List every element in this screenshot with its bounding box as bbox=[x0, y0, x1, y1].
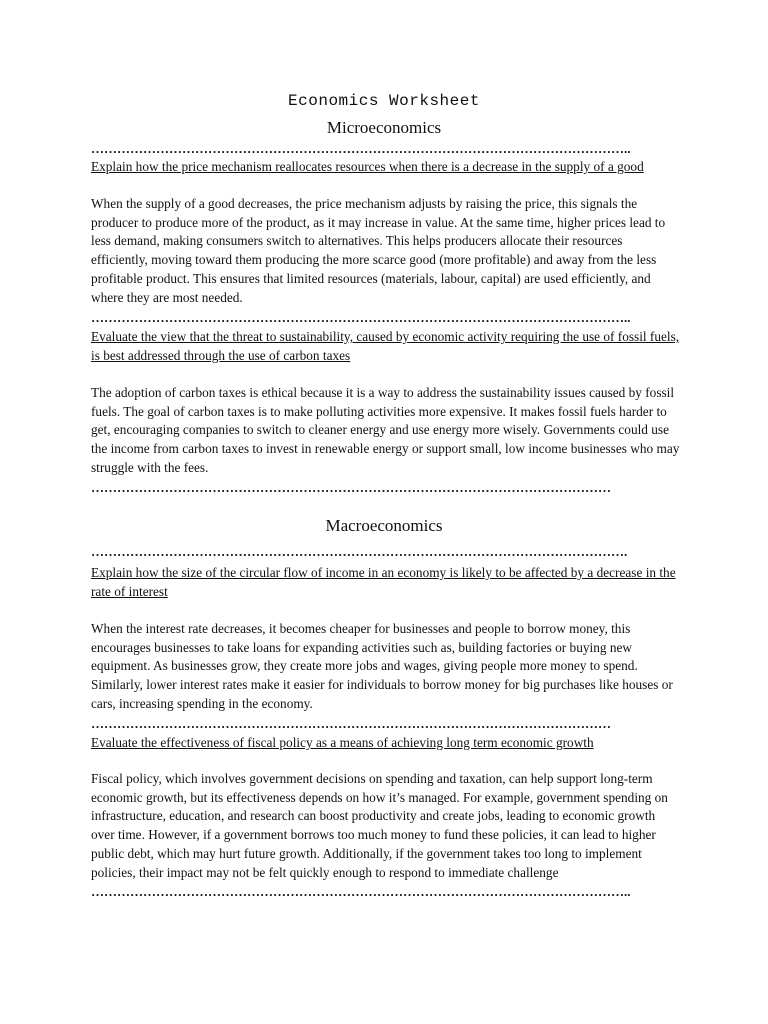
dotted-separator: ………………………………………………………………………………………………………… bbox=[91, 717, 611, 730]
micro-question-2: Evaluate the view that the threat to sustainability, caused by economic activity requiring the use of fossil fuels, is best addressed through the use of carbon taxes bbox=[91, 329, 680, 363]
microeconomics-heading: Microeconomics bbox=[326, 118, 442, 137]
dotted-separator: ……………………………………………………………………………………………………………. bbox=[91, 545, 628, 558]
dotted-separator: …………………………………………………………………………………………………………….. bbox=[91, 885, 631, 898]
macro-answer-2: Fiscal policy, which involves government decisions on spending and taxation, can help support long-term economic growth, but its effectiveness depends on how it’s managed. For example, government spending on infrastructure, education, and research can boost productivity and create jobs, leading to economic growth over time. However, if a government borrows too much money to fund these policies, it can lead to higher public debt, which may hurt future growth. Additionally, if the government takes too long to implement policies, their impact may not be felt quickly enough to respond to immediate challenge bbox=[91, 771, 668, 880]
macroeconomics-heading: Macroeconomics bbox=[325, 516, 443, 535]
micro-question-1: Explain how the price mechanism reallocates resources when there is a decrease in the supply of a good bbox=[91, 159, 644, 174]
dotted-separator: …………………………………………………………………………………………………………….. bbox=[91, 311, 631, 324]
micro-answer-2: The adoption of carbon taxes is ethical because it is a way to address the sustainability issues caused by fossil fuels. The goal of carbon taxes is to make polluting activities more expensive. It makes fossil fuels harder to get, encouraging companies to switch to cleaner energy and use energy more wisely. Governments could use the income from carbon taxes to invest in renewable energy or support small, low income businesses who may struggle with the fees. bbox=[91, 385, 680, 475]
page-title: Economics Worksheet bbox=[288, 92, 480, 110]
dotted-separator: …………………………………………………………………………………………………………….. bbox=[91, 142, 631, 155]
macro-question-1: Explain how the size of the circular flow of income in an economy is likely to be affected by a decrease in the rate of interest bbox=[91, 565, 676, 599]
micro-answer-1: When the supply of a good decreases, the price mechanism adjusts by raising the price, this signals the producer to produce more of the product, as it may increase in value. At the same time, higher prices lead to less demand, making consumers switch to alternatives. This helps producers allocate their resources efficiently, moving toward them producing the more scarce good (more profitable) and away from the less profitable product. This ensures that limited resources (materials, labour, capital) are used efficiently, and where they are most needed. bbox=[91, 196, 666, 305]
macro-question-2: Evaluate the effectiveness of fiscal policy as a means of achieving long term economic growth bbox=[91, 735, 594, 750]
dotted-separator: ………………………………………………………………………………………………………… bbox=[91, 481, 611, 494]
macro-answer-1: When the interest rate decreases, it becomes cheaper for businesses and people to borrow money, this encourages businesses to take loans for expanding activities such as, building factories or buying new equipment. As businesses grow, they create more jobs and wages, giving people more money to spend. Similarly, lower interest rates make it easier for individuals to borrow money for big purchases like houses or cars, increasing spending in the economy. bbox=[91, 621, 673, 711]
